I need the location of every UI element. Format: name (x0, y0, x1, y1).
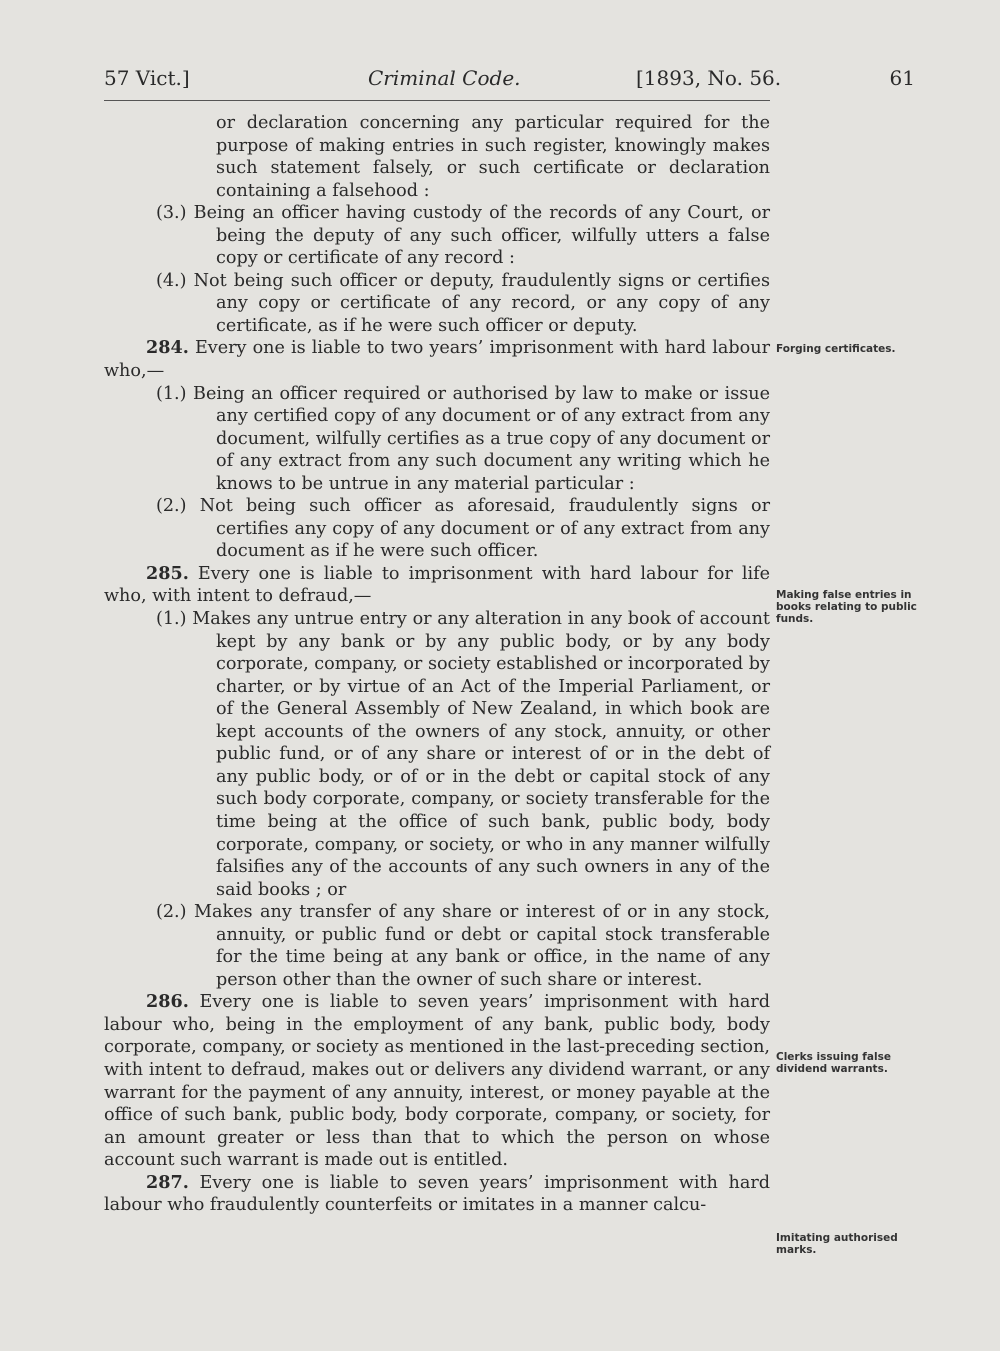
page-number: 61 (889, 66, 915, 90)
section-287-number: 287. (146, 1171, 189, 1193)
section-284-item-1: (1.) Being an officer required or authorised by law to make or issue any certified copy of any document or of any extract from any document, wilfully certifies as a true copy of any document or of any extract from any such document any writing which he knows to be untrue in any material particular : (156, 383, 770, 494)
section-286-number: 286. (146, 991, 189, 1013)
header-title: Criminal Code. (368, 66, 521, 90)
section-285 (104, 563, 770, 608)
section-283-item-3: (3.) Being an officer having custody of the records of any Court, or being the deputy of any such officer, wilfully utters a false copy or certificate of any record : (156, 203, 770, 269)
header-statute: 57 Vict.] (104, 66, 190, 90)
section-284-number: 284. (146, 337, 189, 359)
section-286 (104, 991, 770, 1171)
section-285-number: 285. (146, 562, 189, 584)
header-rule (104, 100, 770, 101)
section-284-item-2: (2.) Not being such officer as aforesaid, fraudulently signs or certifies any copy of any document or of any extract from any document as if he were such officer. (156, 496, 770, 562)
margin-note-284: Forging certificates. (776, 343, 896, 355)
section-285-item-2: (2.) Makes any transfer of any share or interest of or in any stock, annuity, or public fund or debt or capital stock transferable for the time being at any bank or office, in the name of any person other than the owner of such share or interest. (156, 902, 770, 990)
section-284 (104, 337, 770, 382)
running-header (100, 66, 915, 100)
margin-note-285: Making false entries in books relating to public funds. (776, 589, 917, 625)
continued-paragraph: or declaration concerning any particular required for the purpose of making entries in such register, knowingly makes such statement falsely, or such certificate or declaration containing a falsehood : (216, 113, 770, 201)
section-285-text: Every one is liable to imprisonment with hard labour for life who, with intent to defraud,— (104, 563, 770, 607)
main-text (104, 112, 770, 1217)
section-285-item-1: (1.) Makes any untrue entry or any alteration in any book of account kept by any bank or by any public body, or by any body corporate, company, or society established or incorporated by charter, or by virtue of an Act of the Imperial Parliament, or of the General Assembly of New Zealand, in which book are kept accounts of the owners of any stock, annuity, or other public fund, or of any share or interest of or in the debt of any public body, or of or in the debt or capital stock of any such body corporate, company, or society transferable for the time being at the office of such bank, public body, body corporate, company, or society, or who in any manner wilfully falsifies any of the accounts of any such owners in any of the said books ; or (156, 609, 770, 900)
margin-note-286: Clerks issuing false dividend warrants. (776, 1051, 891, 1075)
margin-note-287: Imitating authorised marks. (776, 1232, 898, 1256)
section-287 (104, 1172, 770, 1217)
section-283-item-4: (4.) Not being such officer or deputy, fraudulently signs or certifies any copy or certificate of any record, or any copy of any certificate, as if he were such officer or deputy. (156, 270, 770, 336)
section-287-text: Every one is liable to seven years’ imprisonment with hard labour who fraudulently counterfeits or imitates in a manner calcu- (104, 1172, 770, 1216)
section-286-text: Every one is liable to seven years’ imprisonment with hard labour who, being in the employment of any bank, public body, body corporate, company, or society as mentioned in the last-preceding section, with intent to defraud, makes out or delivers any dividend warrant, or any warrant for the payment of any annuity, interest, or money payable at the office of such bank, public body, body corporate, company, or society, for an amount greater or less than that to which the person on whose account such warrant is made out is entitled. (104, 992, 770, 1171)
section-284-text: Every one is liable to two years’ imprisonment with hard labour who,— (104, 338, 770, 382)
header-act-number: [1893, No. 56. (636, 66, 782, 90)
